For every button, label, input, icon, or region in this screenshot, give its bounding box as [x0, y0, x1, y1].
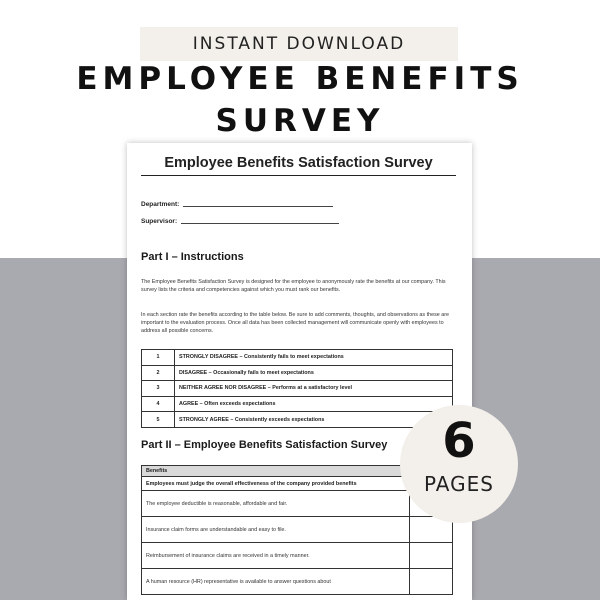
- benefits-header-cell: Benefits: [142, 466, 410, 477]
- part1-paragraph-1: The Employee Benefits Satisfaction Survey is designed for the employee to anonymously rate the benefits at our company. This survey lists the criteria and competencies against which you must rank our benefits.: [141, 279, 446, 293]
- department-label: Department:: [141, 201, 180, 208]
- scale-text: AGREE – Often exceeds expectations: [175, 396, 453, 412]
- document-title: Employee Benefits Satisfaction Survey: [141, 155, 456, 176]
- scale-number: 1: [142, 350, 175, 366]
- scale-row: [142, 381, 453, 397]
- hero-title-line-2: SURVEY: [215, 103, 385, 139]
- scale-number: 4: [142, 396, 175, 412]
- page-count-number: 6: [442, 413, 476, 469]
- supervisor-label: Supervisor:: [141, 218, 178, 225]
- rating-cell: [410, 569, 453, 595]
- scale-number: 3: [142, 381, 175, 397]
- scale-number: 2: [142, 365, 175, 381]
- rating-cell: [410, 543, 453, 569]
- scale-number: 5: [142, 412, 175, 428]
- scale-text: NEITHER AGREE NOR DISAGREE – Performs at a satisfactory level: [175, 381, 453, 397]
- scale-row: [142, 350, 453, 366]
- scale-text: STRONGLY AGREE – Consistently exceeds expectations: [175, 412, 453, 428]
- part1-paragraph-2: In each section rate the benefits according to the table below. Be sure to add comments, thoughts, and observations as these are important to the evaluation process. Once all data has been collected management will communicate openly with employees to address all possible concerns.: [141, 312, 450, 334]
- document-preview: [127, 143, 472, 600]
- hero-title-line-1: EMPLOYEE BENEFITS: [76, 61, 524, 97]
- benefit-statement: Reimbursement of insurance claims are received in a timely manner.: [142, 543, 410, 569]
- supervisor-line: [181, 223, 339, 224]
- scale-row: [142, 365, 453, 381]
- part1-heading: Part I – Instructions: [141, 251, 244, 263]
- part2-heading: Part II – Employee Benefits Satisfaction Survey: [141, 439, 388, 451]
- table-row: [142, 569, 453, 595]
- benefit-statement: The employee deductible is reasonable, affordable and fair.: [142, 491, 410, 517]
- page-count-label: PAGES: [424, 472, 494, 496]
- scale-text: STRONGLY DISAGREE – Consistently fails to meet expectations: [175, 350, 453, 366]
- department-line: [183, 206, 333, 207]
- scale-text: DISAGREE – Occasionally fails to meet expectations: [175, 365, 453, 381]
- benefit-statement: Insurance claim forms are understandable and easy to file.: [142, 517, 410, 543]
- department-field: [141, 201, 333, 208]
- page-count-badge: [400, 405, 518, 523]
- table-row: [142, 543, 453, 569]
- benefits-subheader-cell: Employees must judge the overall effectiveness of the company provided benefits: [142, 477, 410, 491]
- instant-download-tag: INSTANT DOWNLOAD: [140, 27, 458, 61]
- scale-row: [142, 396, 453, 412]
- supervisor-field: [141, 218, 339, 225]
- benefit-statement: A human resource (HR) representative is available to answer questions about: [142, 569, 410, 595]
- table-row: [142, 517, 453, 543]
- hero-title: [0, 58, 600, 142]
